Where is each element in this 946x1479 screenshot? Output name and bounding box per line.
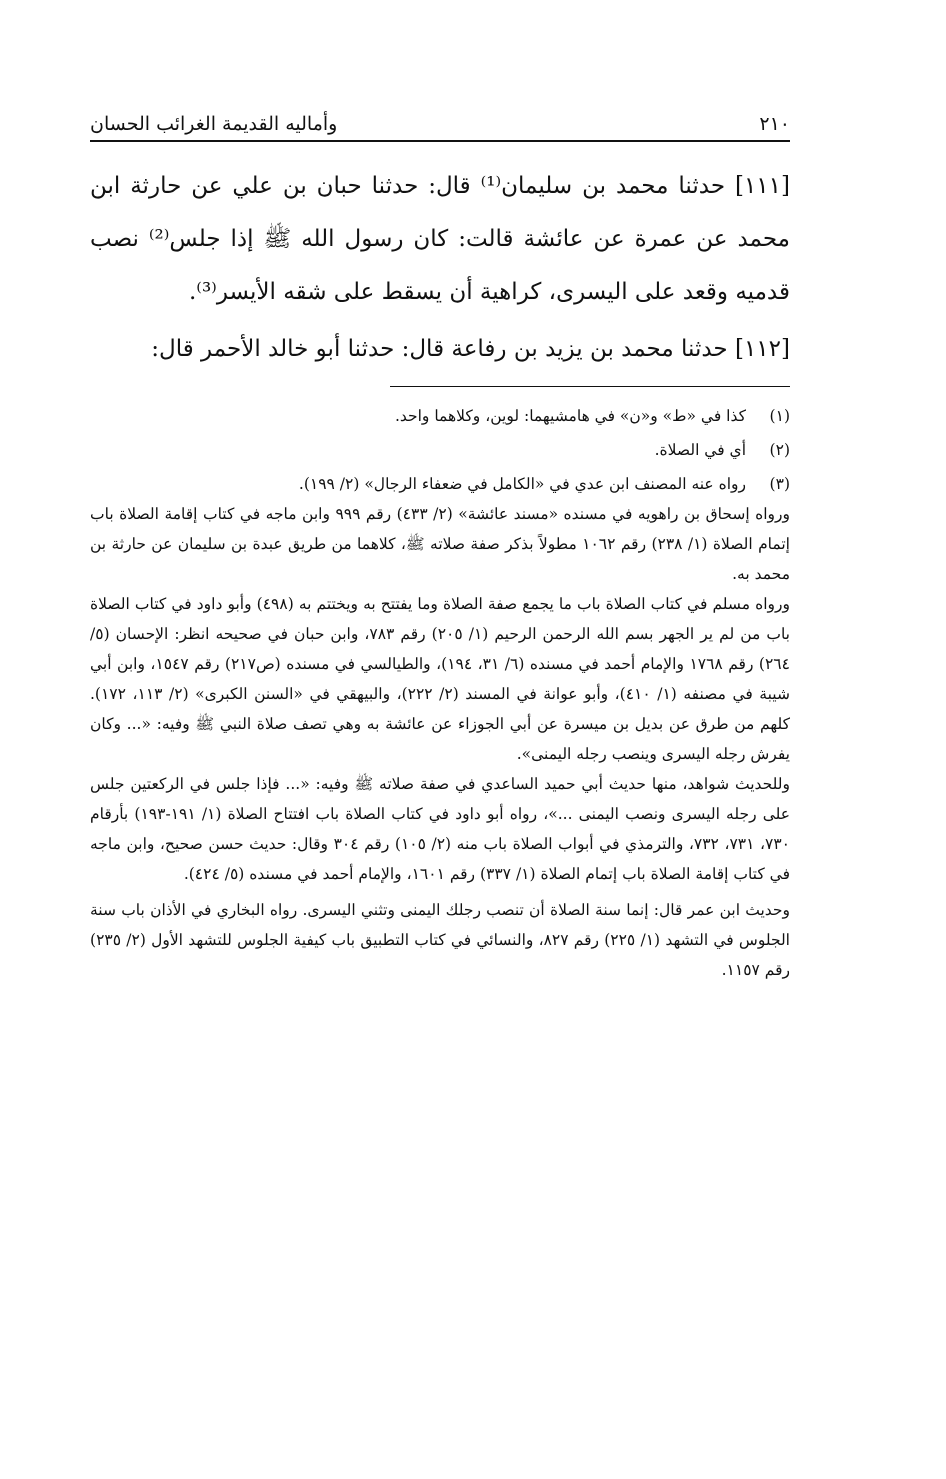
footnote-3 xyxy=(90,469,790,499)
hadith-112: [١١٢] حدثنا محمد بن يزيد بن رفاعة قال: حدثنا أبو خالد الأحمر قال: xyxy=(151,336,790,362)
running-header xyxy=(90,108,790,142)
footnote-3-continuation: ورواه مسلم في كتاب الصلاة باب ما يجمع صفة الصلاة وما يفتتح به ويختتم به (٤٩٨) وأبو داود في كتاب الصلاة باب من لم ير الجهر بسم الله الرحمن الرحيم (١/ ٢٠٥) رقم ٧٨٣، وابن حبان في صحيحه انظر: الإحسان (٥/ ٢٦٤) رقم ١٧٦٨ والإمام أحمد في مسنده (٦/ ٣١، ١٩٤)، والطيالسي في مسنده (ص٢١٧) رقم ١٥٤٧، وابن أبي شيبة في مصنفه (١/ ٤١٠)، وأبو عوانة في المسند (٢/ ٢٢٢)، والبيهقي في «السنن الكبرى» (٢/ ١١٣، ١٧٢). كلهم من طرق عن بديل بن ميسرة عن أبي الجوزاء عن عائشة به وهي تصف صلاة النبي ﷺ وفيه: «... وكان يفرش رجله اليسرى وينصب رجله اليمنى». xyxy=(90,595,790,763)
book-title: وأماليه القديمة الغرائب الحسان xyxy=(90,113,338,135)
footnote-2 xyxy=(90,435,790,465)
footnote-text: رواه عنه المصنف ابن عدي في «الكامل في ضعفاء الرجال» (٢/ ١٩٩). xyxy=(298,475,746,493)
footnote-separator xyxy=(390,386,790,387)
footnote-3-continuation: وللحديث شواهد، منها حديث أبي حميد الساعدي في صفة صلاته ﷺ وفيه: «... فإذا جلس في الركعتين جلس على رجله اليسرى ونصب اليمنى ...»، رواه أبو داود في كتاب الصلاة باب افتتاح الصلاة (١/ ١٩١-١٩٣) بأرقام ٧٣٠، ٧٣١، ٧٣٢، والترمذي في أبواب الصلاة باب منه (٢/ ١٠٥) رقم ٣٠٤ وقال: حديث حسن صحيح، وابن ماجه في كتاب إقامة الصلاة باب إتمام الصلاة (١/ ٣٣٧) رقم ١٦٠١، والإمام أحمد في مسنده (٥/ ٤٢٤). xyxy=(90,775,790,883)
main-text xyxy=(90,160,790,376)
hadith-111: [١١١] حدثنا محمد بن سليمان⁽¹⁾ قال: حدثنا حبان بن علي عن حارثة ابن محمد عن عمرة عن عائشة قالت: كان رسول الله ﷺ إذا جلس⁽²⁾ نصب قدميه وقعد على اليسرى، كراهية أن يسقط على شقه الأيسر⁽³⁾. xyxy=(90,173,790,305)
page-number: ٢١٠ xyxy=(759,113,790,135)
footnote-3-continuation: ورواه إسحاق بن راهويه في مسنده «مسند عائشة» (٢/ ٤٣٣) رقم ٩٩٩ وابن ماجه في كتاب إقامة الصلاة باب إتمام الصلاة (١/ ٢٣٨) رقم ١٠٦٢ مطولاً بذكر صفة صلاته ﷺ، كلاهما من طريق عبدة بن سليمان عن حارثة بن محمد به. xyxy=(90,505,791,583)
footnote-text: أي في الصلاة. xyxy=(654,441,746,459)
footnote-number: (٣) xyxy=(769,475,790,493)
footnote-number: (١) xyxy=(769,407,790,425)
footnote-text: كذا في «ط» و«ن» في هامشيهما: لوين، وكلاهما واحد. xyxy=(394,407,746,425)
footnotes xyxy=(90,401,790,985)
footnote-1 xyxy=(90,401,790,431)
footnote-number: (٢) xyxy=(769,441,790,459)
book-page xyxy=(90,108,790,985)
footnote-3-continuation: وحديث ابن عمر قال: إنما سنة الصلاة أن تنصب رجلك اليمنى وتثني اليسرى. رواه البخاري في الأذان باب سنة الجلوس في التشهد (١/ ٢٢٥) رقم ٨٢٧، والنسائي في كتاب التطبيق باب كيفية الجلوس للتشهد الأول (٢/ ٢٣٥) رقم ١١٥٧. xyxy=(90,901,790,979)
